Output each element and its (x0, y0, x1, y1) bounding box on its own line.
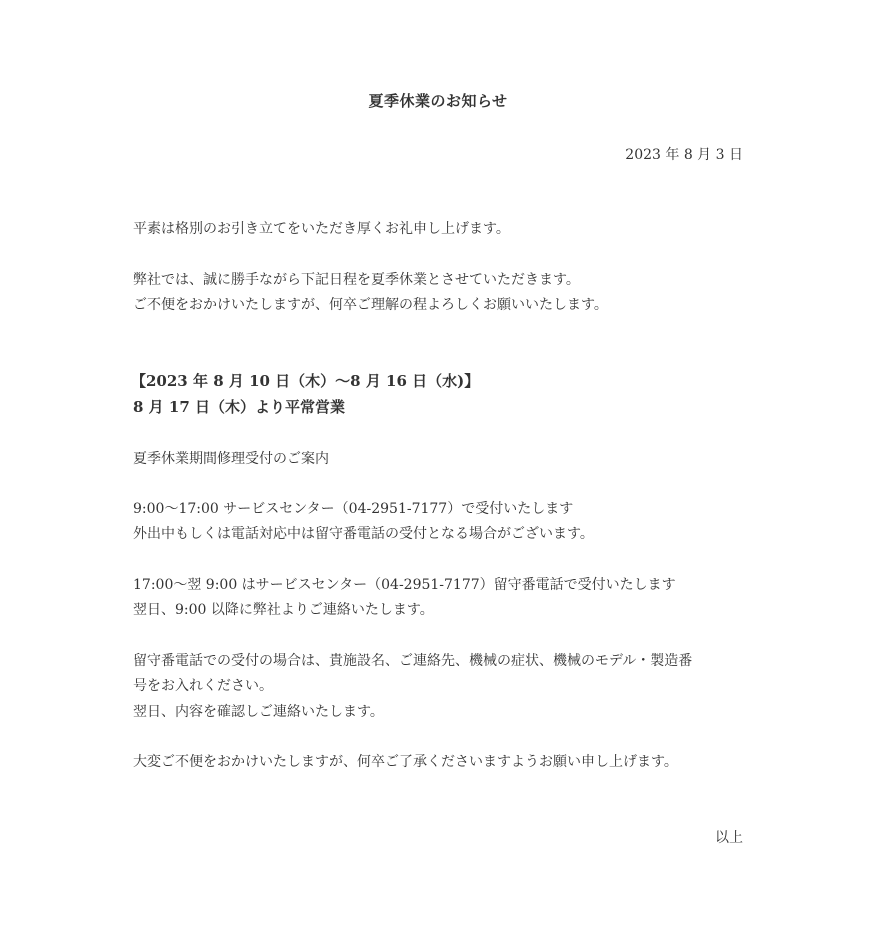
day-service-line-1: 9:00〜17:00 サービスセンター（04-2951-7177）で受付いたします (133, 501, 574, 517)
closing-text: 以上 (715, 830, 743, 846)
day-service-line-2: 外出中もしくは電話対応中は留守番電話の受付となる場合がございます。 (133, 526, 594, 542)
night-service-line-2: 翌日、9:00 以降に弊社よりご連絡いたします。 (133, 602, 434, 618)
voicemail-line-3: 翌日、内容を確認しご連絡いたします。 (133, 704, 384, 720)
holiday-period: 【2023 年 8 月 10 日（木）〜8 月 16 日（水)】 (131, 372, 480, 390)
repair-heading: 夏季休業期間修理受付のご案内 (133, 451, 329, 467)
voicemail-line-2: 号をお入れください。 (133, 678, 273, 694)
voicemail-line-1: 留守番電話での受付の場合は、貴施設名、ご連絡先、機械の症状、機械のモデル・製造番 (133, 653, 693, 669)
notice-date: 2023 年 8 月 3 日 (625, 147, 743, 163)
intro-line-2: ご不便をおかけいたしますが、何卒ご理解の程よろしくお願いいたします。 (133, 297, 608, 313)
greeting-text: 平素は格別のお引き立てをいただき厚くお礼申し上げます。 (133, 221, 510, 237)
apology-text: 大変ご不便をおかけいたしますが、何卒ご了承くださいますようお願い申し上げます。 (133, 754, 678, 770)
night-service-line-1: 17:00〜翌 9:00 はサービスセンター（04-2951-7177）留守番電話で受付いたします (133, 577, 676, 593)
notice-document (133, 0, 743, 946)
notice-title: 夏季休業のお知らせ (368, 92, 508, 110)
resume-date: 8 月 17 日（木）より平常営業 (133, 398, 345, 416)
intro-line-1: 弊社では、誠に勝手ながら下記日程を夏季休業とさせていただきます。 (133, 272, 580, 288)
